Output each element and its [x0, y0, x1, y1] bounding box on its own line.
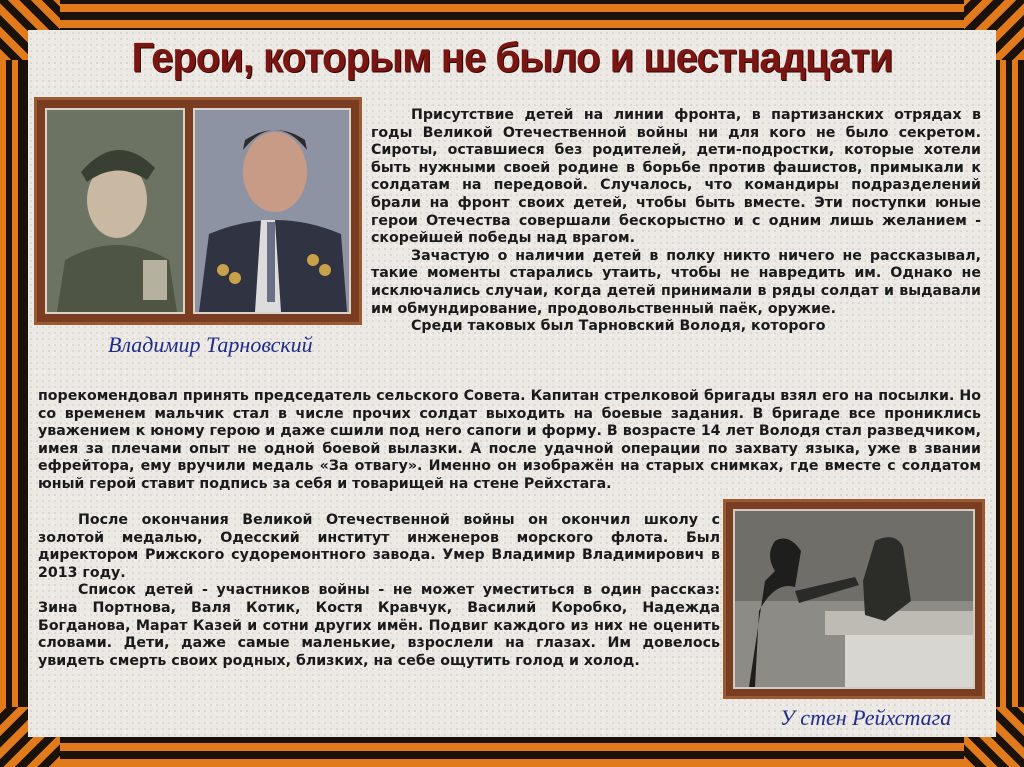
paragraph-tarnovsky-story: порекомендовал принять председатель сельского Совета. Капитан стрелковой бригады взял его на посылки. Но со временем мальчик стал в числе прочих солдат выходить на боевые задания. В бригаде все прониклись уважением к юному герою и даже сшили под него сапоги и форму. В возрасте 14 лет Володя стал разведчиком, имея за плечами опыт не одной боевой вылазки. А после удачной операции по захвату языка, уже в звании ефрейтора, ему вручили медаль «За отвагу». Именно он изображён на старых снимках, где вместе с солдатом юный герой ставит подпись за себя и товарищей на стене Рейхстага.: [38, 388, 981, 492]
paragraph-after-war: После окончания Великой Отечественной войны он окончил школу с золотой медалью, Одесский институт инженеров морского флота. Был директором Рижского судоремонтного завода. Умер Владимир Владимирович в 2013 году.: [38, 512, 720, 581]
slide-panel: [28, 30, 996, 737]
ribbon-border-bottom: [0, 739, 1024, 767]
text-block-lower: [38, 512, 720, 670]
reichstag-photo: [733, 509, 975, 689]
portrait-photo-frame: [34, 97, 362, 325]
slide-title: Герои, которым не было и шестнадцати: [131, 34, 893, 82]
ribbon-border-right: [1000, 0, 1024, 767]
text-block-upper: [371, 107, 981, 336]
portrait-caption: Владимир Тарновский: [108, 332, 313, 357]
paragraph-tarnovsky-start: Среди таковых был Тарновский Володя, которого: [411, 318, 826, 335]
ribbon-border-top: [0, 0, 1024, 28]
paragraph-secrecy: Зачастую о наличии детей в полку никто ничего не рассказывал, такие моменты старались утаить, чтобы не навредить им. Однако не исключались случаи, когда детей принимали в ряды солдат и выдавали им обмундирование, продовольственный паёк, оружие.: [371, 247, 981, 317]
veteran-photo: [193, 108, 351, 314]
paragraph-intro: Присутствие детей на линии фронта, в партизанских отрядах в годы Великой Отечественной войны ни для кого не было секретом. Сироты, оставшиеся без родителей, дети-подростки, которые хотели быть нужными своей родине в борьбе против фашистов, примыкали к солдатам на передовой. Случалось, что командиры подразделений брали на фронт своих детей, чтобы быть вместе. Эти поступки юные герои Отечества совершали бескорыстно и с одним лишь желанием - скорейшей победы над врагом.: [371, 107, 981, 247]
ribbon-border-left: [0, 0, 24, 767]
young-soldier-illustration: [47, 110, 183, 312]
paragraph-children-list: Список детей - участников войны - не может уместиться в один рассказ: Зина Портнова, Валя Котик, Костя Кравчук, Василий Коробко, Надежда Богданова, Марат Казей и сотни других имён. Подвиг каждого из них не оценить словами. Дети, даже самые маленькие, взрослели на глазах. Им довелось увидеть смерть своих родных, близких, на себе ощутить голод и холод.: [38, 582, 720, 669]
reichstag-illustration: [735, 511, 973, 687]
reichstag-photo-frame: [723, 499, 985, 699]
veteran-illustration: [195, 110, 349, 312]
young-soldier-photo: [45, 108, 185, 314]
text-block-middle: [38, 388, 981, 494]
reichstag-caption: У стен Рейхстага: [780, 705, 952, 730]
